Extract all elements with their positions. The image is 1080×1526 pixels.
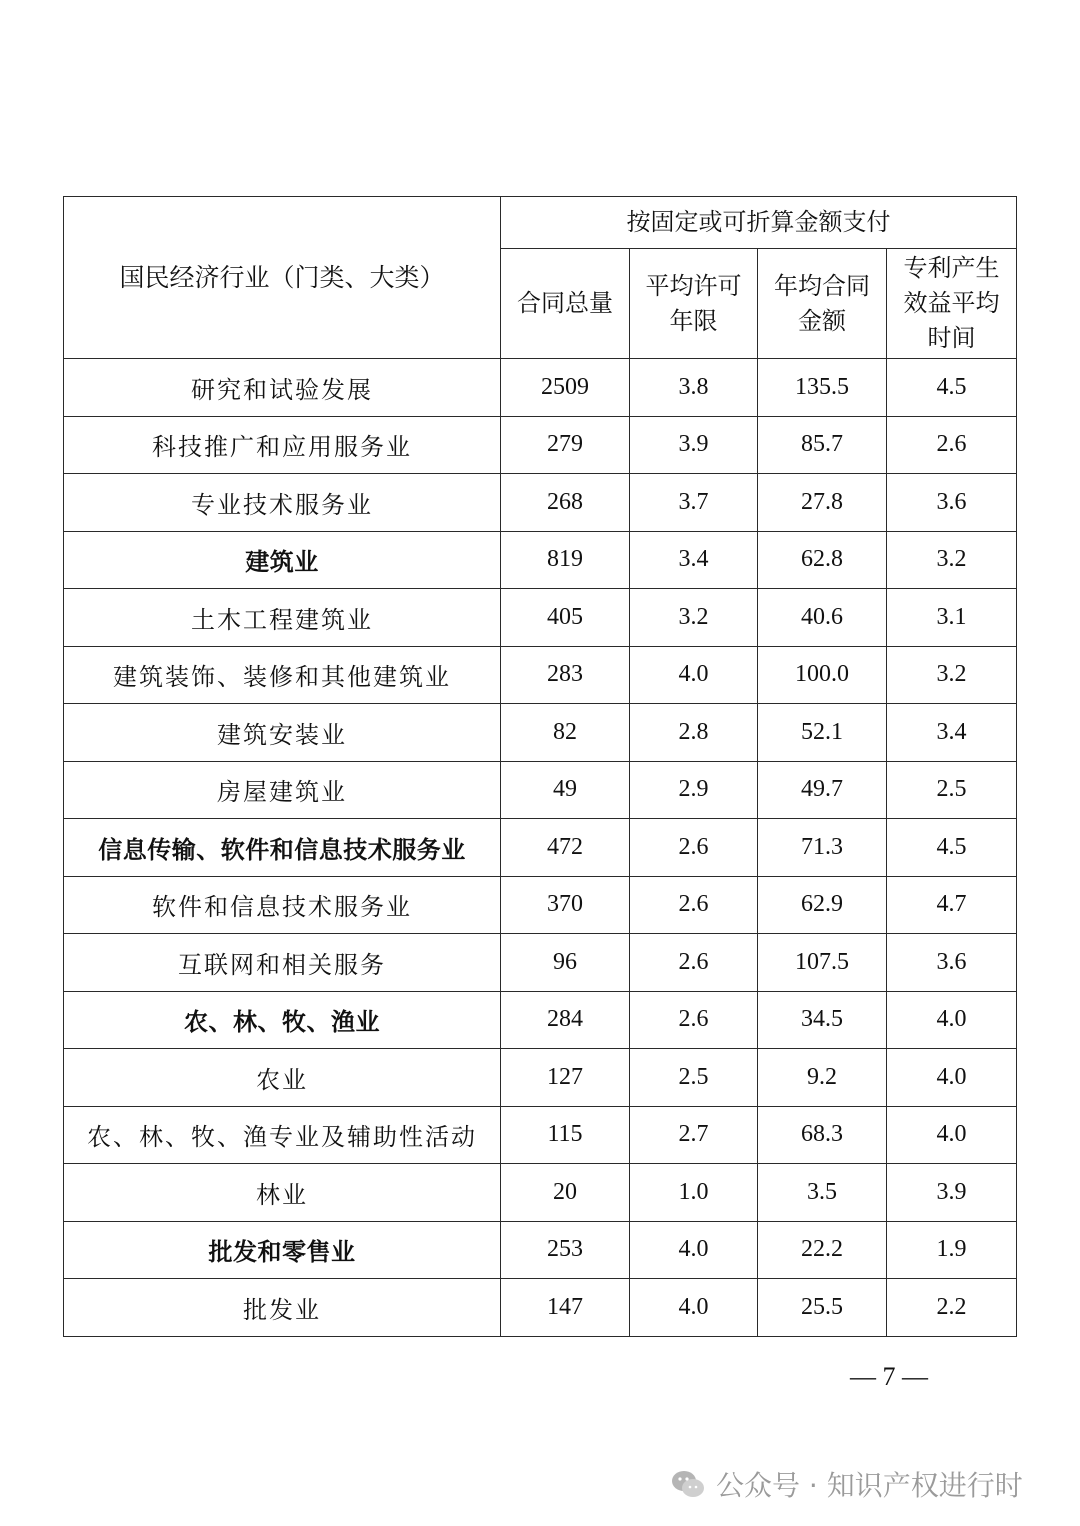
category-name: 信息传输、软件和信息技术服务业 (64, 819, 501, 877)
avg-license-years: 2.7 (630, 1106, 758, 1164)
benefit-time: 1.9 (887, 1221, 1017, 1279)
table-row-category (64, 531, 1017, 589)
annual-contract-amount: 9.2 (758, 1049, 887, 1107)
contract-total: 115 (501, 1106, 630, 1164)
industry-name: 农、林、牧、渔专业及辅助性活动 (64, 1106, 501, 1164)
avg-license-years: 3.8 (630, 359, 758, 417)
annual-contract-amount: 68.3 (758, 1106, 887, 1164)
avg-license-years: 3.2 (630, 589, 758, 647)
header-industry: 国民经济行业（门类、大类） (64, 197, 501, 359)
category-name: 农、林、牧、渔业 (64, 991, 501, 1049)
benefit-time: 2.6 (887, 416, 1017, 474)
table-row (64, 1279, 1017, 1337)
table-row (64, 761, 1017, 819)
annual-contract-amount: 40.6 (758, 589, 887, 647)
header-annual-contract-amount: 年均合同 金额 (758, 249, 887, 359)
industry-name: 研究和试验发展 (64, 359, 501, 417)
industry-name: 软件和信息技术服务业 (64, 876, 501, 934)
industry-name: 土木工程建筑业 (64, 589, 501, 647)
benefit-time: 3.4 (887, 704, 1017, 762)
category-name: 建筑业 (64, 531, 501, 589)
header-avg-license-years: 平均许可 年限 (630, 249, 758, 359)
benefit-time: 4.0 (887, 991, 1017, 1049)
annual-contract-amount: 135.5 (758, 359, 887, 417)
industry-name: 批发业 (64, 1279, 501, 1337)
contract-total: 96 (501, 934, 630, 992)
annual-contract-amount: 62.8 (758, 531, 887, 589)
avg-license-years: 4.0 (630, 1279, 758, 1337)
benefit-time: 3.2 (887, 531, 1017, 589)
contract-total: 268 (501, 474, 630, 532)
contract-total: 370 (501, 876, 630, 934)
benefit-time: 3.2 (887, 646, 1017, 704)
avg-license-years: 3.4 (630, 531, 758, 589)
avg-license-years: 4.0 (630, 646, 758, 704)
table-row (64, 1106, 1017, 1164)
page-number: — 7 — (850, 1362, 928, 1391)
avg-license-years: 2.6 (630, 876, 758, 934)
annual-contract-amount: 107.5 (758, 934, 887, 992)
benefit-time: 3.6 (887, 934, 1017, 992)
benefit-time: 4.5 (887, 819, 1017, 877)
contract-total: 405 (501, 589, 630, 647)
table-row (64, 876, 1017, 934)
avg-license-years: 4.0 (630, 1221, 758, 1279)
header-payment-group: 按固定或可折算金额支付 (501, 197, 1017, 249)
industry-name: 房屋建筑业 (64, 761, 501, 819)
benefit-time: 3.1 (887, 589, 1017, 647)
contract-total: 127 (501, 1049, 630, 1107)
table-row (64, 589, 1017, 647)
annual-contract-amount: 62.9 (758, 876, 887, 934)
annual-contract-amount: 25.5 (758, 1279, 887, 1337)
avg-license-years: 2.6 (630, 819, 758, 877)
avg-license-years: 2.8 (630, 704, 758, 762)
avg-license-years: 2.9 (630, 761, 758, 819)
contract-total: 2509 (501, 359, 630, 417)
benefit-time: 3.9 (887, 1164, 1017, 1222)
annual-contract-amount: 85.7 (758, 416, 887, 474)
contract-total: 82 (501, 704, 630, 762)
annual-contract-amount: 3.5 (758, 1164, 887, 1222)
contract-total: 472 (501, 819, 630, 877)
industry-name: 互联网和相关服务 (64, 934, 501, 992)
table-row-category (64, 991, 1017, 1049)
industry-name: 农业 (64, 1049, 501, 1107)
benefit-time: 2.2 (887, 1279, 1017, 1337)
contract-total: 20 (501, 1164, 630, 1222)
table-row (64, 474, 1017, 532)
avg-license-years: 3.7 (630, 474, 758, 532)
avg-license-years: 2.5 (630, 1049, 758, 1107)
industry-name: 林业 (64, 1164, 501, 1222)
header-contract-total: 合同总量 (501, 249, 630, 359)
contract-total: 279 (501, 416, 630, 474)
benefit-time: 4.0 (887, 1106, 1017, 1164)
table-row (64, 646, 1017, 704)
table-row (64, 934, 1017, 992)
benefit-time: 3.6 (887, 474, 1017, 532)
avg-license-years: 2.6 (630, 991, 758, 1049)
benefit-time: 4.0 (887, 1049, 1017, 1107)
wechat-icon (670, 1469, 706, 1499)
table-row-category (64, 1221, 1017, 1279)
benefit-time: 2.5 (887, 761, 1017, 819)
annual-contract-amount: 71.3 (758, 819, 887, 877)
avg-license-years: 3.9 (630, 416, 758, 474)
table-row (64, 359, 1017, 417)
table-row (64, 1049, 1017, 1107)
benefit-time: 4.7 (887, 876, 1017, 934)
annual-contract-amount: 100.0 (758, 646, 887, 704)
contract-total: 819 (501, 531, 630, 589)
industry-name: 建筑装饰、装修和其他建筑业 (64, 646, 501, 704)
table-body (64, 359, 1017, 1337)
annual-contract-amount: 52.1 (758, 704, 887, 762)
industry-name: 专业技术服务业 (64, 474, 501, 532)
industry-name: 科技推广和应用服务业 (64, 416, 501, 474)
annual-contract-amount: 34.5 (758, 991, 887, 1049)
annual-contract-amount: 49.7 (758, 761, 887, 819)
table-row-category (64, 819, 1017, 877)
table-row (64, 416, 1017, 474)
license-stats-table (63, 196, 1017, 1337)
category-name: 批发和零售业 (64, 1221, 501, 1279)
table-row (64, 1164, 1017, 1222)
table-row (64, 704, 1017, 762)
annual-contract-amount: 27.8 (758, 474, 887, 532)
contract-total: 49 (501, 761, 630, 819)
avg-license-years: 1.0 (630, 1164, 758, 1222)
watermark (670, 1462, 1023, 1506)
contract-total: 147 (501, 1279, 630, 1337)
header-benefit-time: 专利产生 效益平均 时间 (887, 249, 1017, 359)
benefit-time: 4.5 (887, 359, 1017, 417)
contract-total: 253 (501, 1221, 630, 1279)
avg-license-years: 2.6 (630, 934, 758, 992)
contract-total: 283 (501, 646, 630, 704)
contract-total: 284 (501, 991, 630, 1049)
industry-name: 建筑安装业 (64, 704, 501, 762)
annual-contract-amount: 22.2 (758, 1221, 887, 1279)
watermark-text: 公众号 · 知识产权进行时 (716, 1469, 1023, 1502)
